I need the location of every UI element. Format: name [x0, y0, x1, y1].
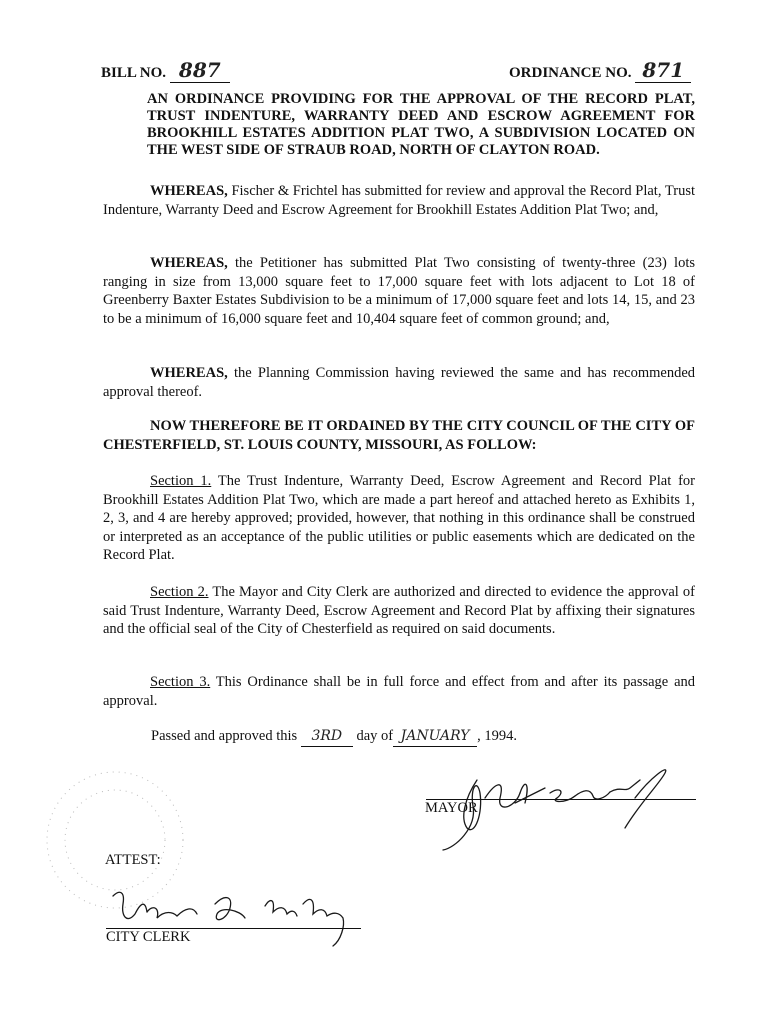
section-3-text: This Ordinance shall be in full force and effect from and after its passage and approval. [103, 674, 695, 709]
section-3-label: Section 3. [150, 674, 211, 690]
passed-day-label: day of [356, 728, 394, 744]
section-2-text: The Mayor and City Clerk are authorized and directed to evidence the approval of said Trust Indenture, Warranty Deed, Escrow Agreement and Record Plat by affixing their signatures and the official seal of the City of Chesterfield as required on said documents. [103, 584, 695, 637]
passed-line [151, 727, 517, 747]
section-1-text: The Trust Indenture, Warranty Deed, Escrow Agreement and Record Plat for Brookhill Estates Addition Plat Two, which are made a part hereof and attached hereto as Exhibits 1, 2, 3, and 4 are hereby approved; provided, however, that nothing in this ordinance shall be construed or interpreted as an acceptance of the public utilities or public easements which are dedicated on the Record Plat. [103, 473, 695, 563]
section-1 [103, 472, 695, 565]
mayor-label: MAYOR [425, 800, 478, 816]
whereas-lead: WHEREAS, [150, 255, 228, 271]
section-2 [103, 583, 695, 639]
whereas-paragraph-1 [103, 182, 695, 219]
ordinance-number-line [509, 58, 691, 83]
whereas-text: the Planning Commission having reviewed the same and has recommended approval thereof. [103, 365, 695, 400]
section-2-label: Section 2. [150, 584, 209, 600]
section-3 [103, 673, 695, 710]
whereas-lead: WHEREAS, [150, 183, 228, 199]
whereas-paragraph-2 [103, 254, 695, 328]
passed-year: , 1994. [477, 728, 517, 744]
whereas-paragraph-3 [103, 364, 695, 401]
whereas-text: the Petitioner has submitted Plat Two consisting of twenty-three (23) lots ranging in size from 13,000 square feet to 17,000 square feet with lots adjacent to Lot 18 of Greenberry Baxter Estates Subdivision to be a minimum of 17,000 square feet and lots 14, 15, and 23 to be a minimum of 16,000 square feet and 10,404 square feet of common ground; and, [103, 255, 695, 327]
attest-label: ATTEST: [105, 852, 161, 868]
section-1-label: Section 1. [150, 473, 212, 489]
ordinance-title: AN ORDINANCE PROVIDING FOR THE APPROVAL OF THE RECORD PLAT, TRUST INDENTURE, WARRANTY DEED AND ESCROW AGREEMENT FOR BROOKHILL ESTATES ADDITION PLAT TWO, A SUBDIVISION LOCATED ON THE WEST SIDE OF STRAUB ROAD, NORTH OF CLAYTON ROAD. [147, 91, 695, 158]
passed-day: 3RD [301, 727, 353, 747]
passed-prefix: Passed and approved this [151, 728, 298, 744]
enacting-clause: NOW THEREFORE BE IT ORDAINED BY THE CITY COUNCIL OF THE CITY OF CHESTERFIELD, ST. LOUIS COUNTY, MISSOURI, AS FOLLOW: [103, 418, 695, 453]
ordinance-number: 871 [635, 58, 691, 83]
bill-number-line [101, 58, 230, 83]
whereas-text: Fischer & Frichtel has submitted for review and approval the Record Plat, Trust Indenture, Warranty Deed and Escrow Agreement for Brookhill Estates Addition Plat Two; and, [103, 183, 695, 218]
passed-month: JANUARY [393, 727, 477, 747]
bill-number: 887 [170, 58, 230, 83]
city-clerk-label: CITY CLERK [106, 929, 191, 945]
ordinance-label: ORDINANCE NO. [509, 65, 632, 81]
whereas-lead: WHEREAS, [150, 365, 228, 381]
bill-label: BILL NO. [101, 65, 167, 81]
